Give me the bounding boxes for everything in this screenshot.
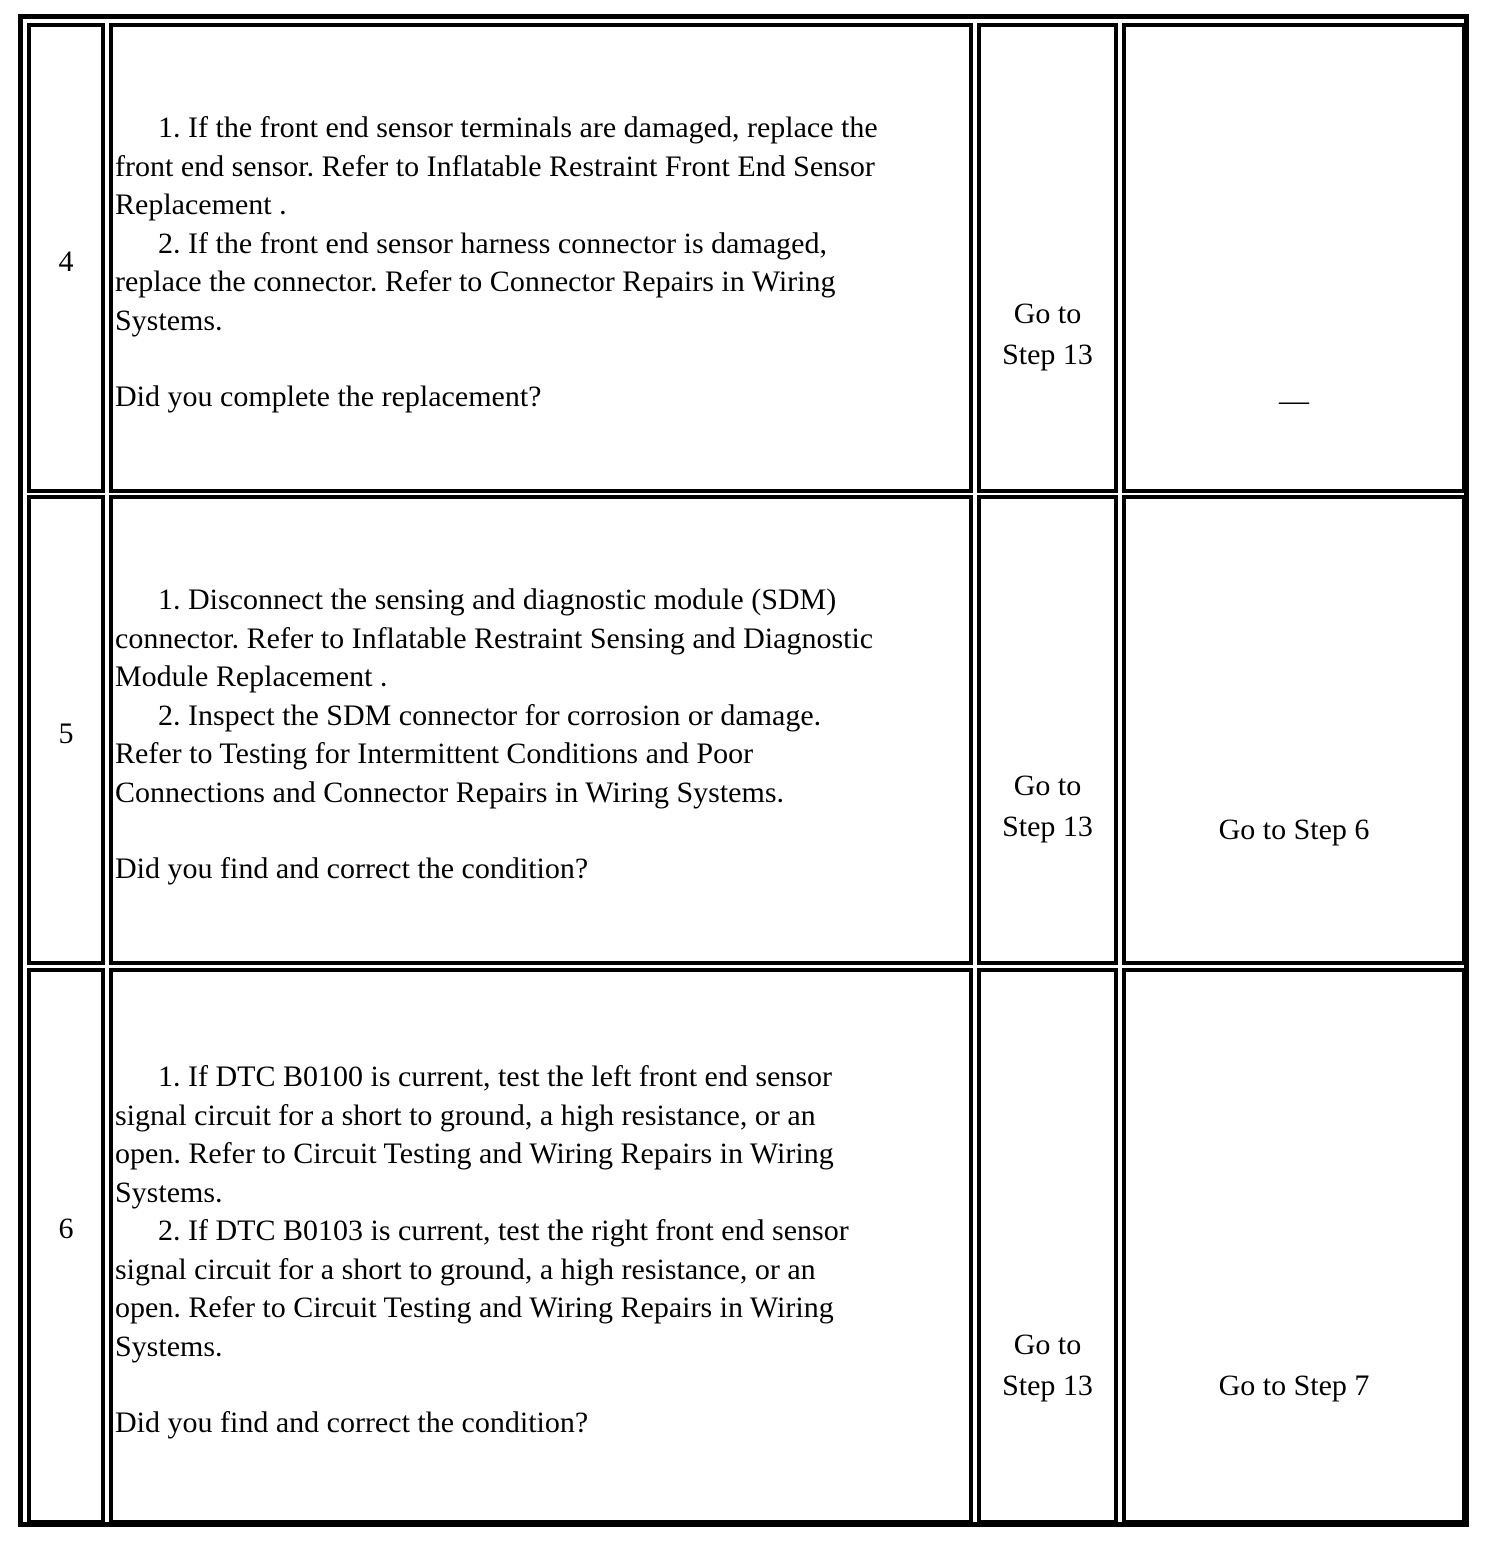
- step-cell: [27, 495, 105, 965]
- action-line: Replacement .: [115, 188, 287, 221]
- yes-result: [981, 765, 1114, 847]
- action-cell: [109, 23, 973, 493]
- yes-result-line: Step 13: [1002, 338, 1093, 371]
- step-cell: [27, 23, 105, 493]
- diagnostic-table: [18, 14, 1469, 1527]
- yes-result-line: Go to: [1013, 1328, 1082, 1361]
- yes-result-line: Go to: [1013, 769, 1082, 802]
- action-line: signal circuit for a short to ground, a high resistance, or an: [115, 1252, 816, 1286]
- action-text: [115, 581, 967, 889]
- action-line: signal circuit for a short to ground, a high resistance, or an: [115, 1098, 816, 1132]
- yes-result: [981, 293, 1114, 375]
- action-line: Connections and Connector Repairs in Wiring Systems.: [115, 775, 784, 809]
- action-line: Module Replacement .: [115, 660, 388, 693]
- step-number: 5: [58, 717, 74, 750]
- yes-result-line: Step 13: [1002, 1369, 1093, 1402]
- yes-cell: [977, 968, 1118, 1524]
- action-text: [115, 1058, 967, 1443]
- action-cell: [109, 968, 973, 1524]
- action-line: Refer to Testing for Intermittent Conditions and Poor: [115, 737, 754, 770]
- action-line: front end sensor. Refer to Inflatable Restraint Front End Sensor: [115, 149, 875, 183]
- no-cell: [1122, 23, 1466, 493]
- yes-result-line: Step 13: [1002, 810, 1093, 843]
- yes-result: [981, 1324, 1114, 1406]
- yes-cell: [977, 495, 1118, 965]
- action-line: replace the connector. Refer to Connector Repairs in Wiring: [115, 265, 836, 298]
- action-text: [115, 109, 967, 417]
- no-result: Go to Step 7: [1218, 1369, 1370, 1402]
- action-question: Did you find and correct the condition?: [115, 1406, 589, 1439]
- action-line: connector. Refer to Inflatable Restraint Sensing and Diagnostic: [115, 621, 874, 655]
- no-result: —: [1279, 384, 1309, 417]
- no-cell: [1122, 968, 1466, 1524]
- action-line: 1. If DTC B0100 is current, test the left front end sensor: [158, 1060, 833, 1093]
- yes-cell: [977, 23, 1118, 493]
- action-line: 2. Inspect the SDM connector for corrosion or damage.: [158, 698, 822, 732]
- yes-result-line: Go to: [1013, 297, 1082, 330]
- action-line: Systems.: [115, 303, 223, 337]
- action-question: Did you find and correct the condition?: [115, 852, 589, 885]
- action-line: open. Refer to Circuit Testing and Wiring Repairs in Wiring: [115, 1137, 834, 1170]
- action-question: Did you complete the replacement?: [115, 380, 542, 413]
- action-line: 1. Disconnect the sensing and diagnostic module (SDM): [158, 583, 837, 616]
- step-number: 4: [58, 245, 74, 278]
- action-line: Systems.: [115, 1175, 223, 1209]
- step-number: 6: [58, 1212, 74, 1245]
- action-line: open. Refer to Circuit Testing and Wiring Repairs in Wiring: [115, 1291, 834, 1324]
- action-line: Systems.: [115, 1329, 223, 1363]
- action-cell: [109, 495, 973, 965]
- step-cell: [27, 968, 105, 1524]
- action-line: 2. If DTC B0103 is current, test the right front end sensor: [158, 1214, 849, 1247]
- no-result: Go to Step 6: [1218, 813, 1370, 846]
- action-line: 1. If the front end sensor terminals are damaged, replace the: [158, 111, 878, 144]
- action-line: 2. If the front end sensor harness connector is damaged,: [158, 226, 827, 260]
- no-cell: [1122, 495, 1466, 965]
